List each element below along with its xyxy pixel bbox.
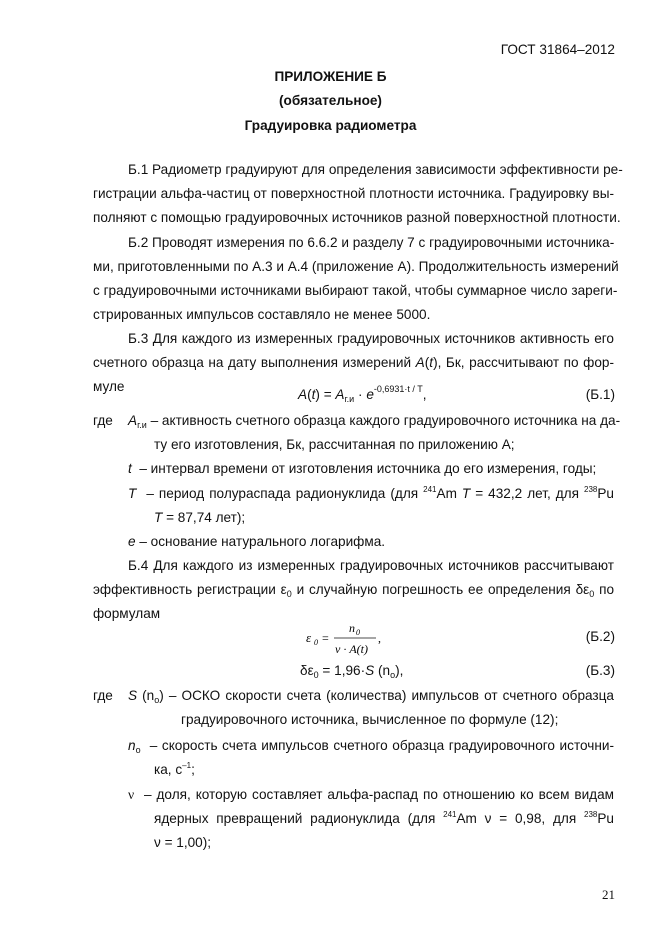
def-activity-cont: ту его изготовления, Бк, рассчитанная по приложению А; bbox=[154, 437, 515, 452]
paragraph-b2-line: Б.2 Проводят измерения по 6.6.2 и разделу 7 с градуировочными источника- bbox=[128, 235, 615, 250]
def-osko: S $(n_o)$ – ОСКО скорости счета (количества) импульсов от счетного образца bbox=[128, 688, 614, 705]
paragraph-b3-line: муле bbox=[93, 379, 125, 394]
paragraph-b3-line: счетного образца на дату выполнения измерений A(t), Бк, рассчитывают по фор- bbox=[93, 355, 614, 370]
formula-b2-fraction bbox=[306, 620, 396, 658]
document-standard-number: ГОСТ 31864–2012 bbox=[500, 42, 615, 57]
def-alpha-fraction: ν – доля, которую составляет альфа-распад по отношению ко всем видам bbox=[128, 787, 614, 802]
appendix-status: (обязательное) bbox=[279, 93, 382, 108]
def-count-rate: $n_o$ – скорость счета импульсов счетного образца градуировочного источни- bbox=[128, 738, 614, 755]
appendix-title: ПРИЛОЖЕНИЕ Б bbox=[274, 69, 387, 84]
paragraph-b4-line: эффективность регистрации $\varepsilon_0$ и случайную погрешность ее определения $\delta\varepsilon_0$ по bbox=[93, 582, 614, 599]
formula-b1: $A(t) = A_{г.и} \cdot e^{-0,6931\cdot t / T}$, bbox=[298, 384, 427, 404]
def-alpha-fraction-cont: ν = 1,00); bbox=[154, 835, 212, 850]
where-label: где bbox=[93, 413, 113, 428]
paragraph-b2-line: с градуировочными источниками выбирают такой, чтобы суммарное число зареги- bbox=[93, 283, 618, 298]
formula-b2-number: (Б.2) bbox=[585, 629, 615, 644]
formula-b2-numerator: n bbox=[349, 621, 355, 635]
where-label: где bbox=[93, 688, 113, 703]
formula-b2-eps-sub: 0 bbox=[314, 638, 318, 647]
paragraph-b2-line: ми, приготовленными по А.3 и А.4 (приложение А). Продолжительность измерений bbox=[93, 259, 619, 274]
formula-b2-comma: , bbox=[378, 631, 381, 645]
paragraph-b4-line: Б.4 Для каждого из измеренных градуировочных источников рассчитывают bbox=[128, 558, 614, 573]
appendix-subtitle: Градуировка радиометра bbox=[244, 118, 417, 133]
def-e: e – основание натурального логарифма. bbox=[128, 534, 386, 549]
formula-b1-number: (Б.1) bbox=[585, 387, 615, 402]
paragraph-b3-line: Б.3 Для каждого из измеренных градуировочных источников активность его bbox=[128, 331, 614, 346]
formula-b2-equals: = bbox=[322, 631, 329, 645]
formula-b2-numerator-sub: 0 bbox=[356, 628, 360, 637]
formula-b2-epsilon: ε bbox=[306, 630, 312, 645]
paragraph-b2-line: стрированных импульсов составляло не менее 5000. bbox=[93, 307, 431, 322]
def-alpha-fraction-cont: ядерных превращений радионуклида (для $^{241}$Am ν = 0,98, для $^{238}$Pu bbox=[154, 810, 614, 826]
formula-b2 bbox=[306, 620, 396, 658]
paragraph-b4-line: формулам bbox=[93, 606, 161, 621]
paragraph-b1-line: гистрации альфа-частиц от поверхностной плотности источника. Градуировку вы- bbox=[93, 186, 614, 201]
page-number: 21 bbox=[602, 887, 615, 902]
formula-b3-number: (Б.3) bbox=[585, 663, 615, 678]
def-halflife: T – период полураспада радионуклида (для $^{241}$Am T = 432,2 лет, для $^{238}$Pu bbox=[128, 485, 614, 501]
def-halflife-cont: T = 87,74 лет); bbox=[154, 510, 246, 525]
def-time: t – интервал времени от изготовления источника до его измерения, годы; bbox=[128, 461, 597, 476]
def-osko-cont: градуировочного источника, вычисленное по формуле (12); bbox=[181, 712, 559, 727]
def-activity: $A_{г.и}$ – активность счетного образца каждого градуировочного источника на да- bbox=[128, 413, 621, 430]
formula-b2-denominator: ν · A(t) bbox=[335, 642, 368, 656]
paragraph-b1-line: полняют с помощью градуировочных источников разной поверхностной плотности. bbox=[93, 210, 621, 225]
formula-b3: $\delta\varepsilon_0 = 1,96\cdot S$ $(n_o)$, bbox=[300, 663, 404, 680]
paragraph-b1-line: Б.1 Радиометр градуируют для определения зависимости эффективности ре- bbox=[128, 162, 623, 177]
def-count-rate-cont: ка, $с^{-1}$; bbox=[154, 761, 195, 777]
